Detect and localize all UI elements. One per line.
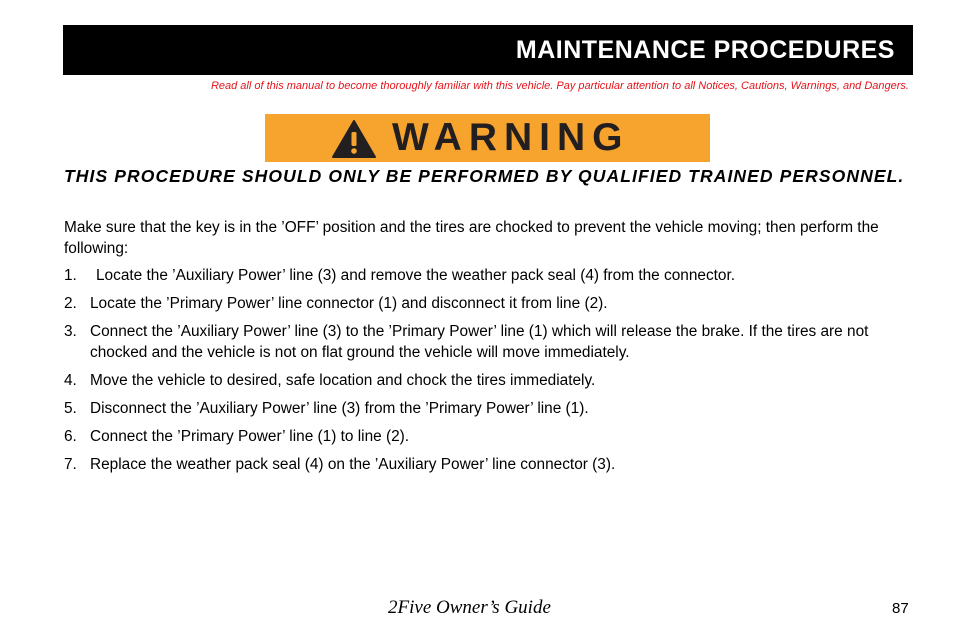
step-number: 1.: [64, 267, 77, 284]
section-title: MAINTENANCE PROCEDURES: [515, 35, 895, 64]
step-text: Connect the ’Primary Power’ line (1) to line (2).: [90, 428, 410, 445]
step-text: Disconnect the ’Auxiliary Power’ line (3) from the ’Primary Power’ line (1).: [90, 400, 589, 417]
step-number: 3.: [64, 323, 77, 340]
section-header-bar: [63, 25, 913, 75]
procedure-step: [64, 321, 904, 363]
step-number: 4.: [64, 372, 77, 389]
procedure-steps-list: [64, 265, 904, 482]
step-text: Connect the ’Auxiliary Power’ line (3) to the ’Primary Power’ line (1) which will release the brake. If the tires are not chocked and the vehicle is not on flat ground the vehicle will move immediately.: [90, 323, 869, 361]
page-number: 87: [892, 600, 909, 617]
warning-triangle-icon: [331, 119, 377, 159]
procedure-step: [64, 293, 904, 314]
read-manual-notice: Read all of this manual to become thoroughly familiar with this vehicle. Pay particular attention to all Notices, Cautions, Warnings, and Dangers.: [210, 80, 909, 92]
step-number: 6.: [64, 428, 77, 445]
step-text: Replace the weather pack seal (4) on the ’Auxiliary Power’ line connector (3).: [90, 456, 616, 473]
step-number: 5.: [64, 400, 77, 417]
warning-label: WARNING: [392, 116, 630, 159]
procedure-step: [64, 265, 904, 286]
footer-guide-title: 2Five Owner’s Guide: [388, 597, 551, 618]
procedure-step: [64, 454, 904, 475]
intro-paragraph: Make sure that the key is in the ’OFF’ position and the tires are chocked to prevent the vehicle moving; then perform the following:: [64, 219, 879, 257]
warning-banner: [265, 114, 710, 162]
step-text: Locate the ’Auxiliary Power’ line (3) and remove the weather pack seal (4) from the connector.: [96, 267, 736, 284]
step-number: 7.: [64, 456, 77, 473]
procedure-step: [64, 398, 904, 419]
procedure-step: [64, 426, 904, 447]
procedure-step: [64, 370, 904, 391]
step-text: Locate the ’Primary Power’ line connector (1) and disconnect it from line (2).: [90, 295, 608, 312]
qualified-personnel-heading: THIS PROCEDURE SHOULD ONLY BE PERFORMED BY QUALIFIED TRAINED PERSONNEL.: [64, 166, 905, 186]
step-number: 2.: [64, 295, 77, 312]
step-text: Move the vehicle to desired, safe location and chock the tires immediately.: [90, 372, 596, 389]
